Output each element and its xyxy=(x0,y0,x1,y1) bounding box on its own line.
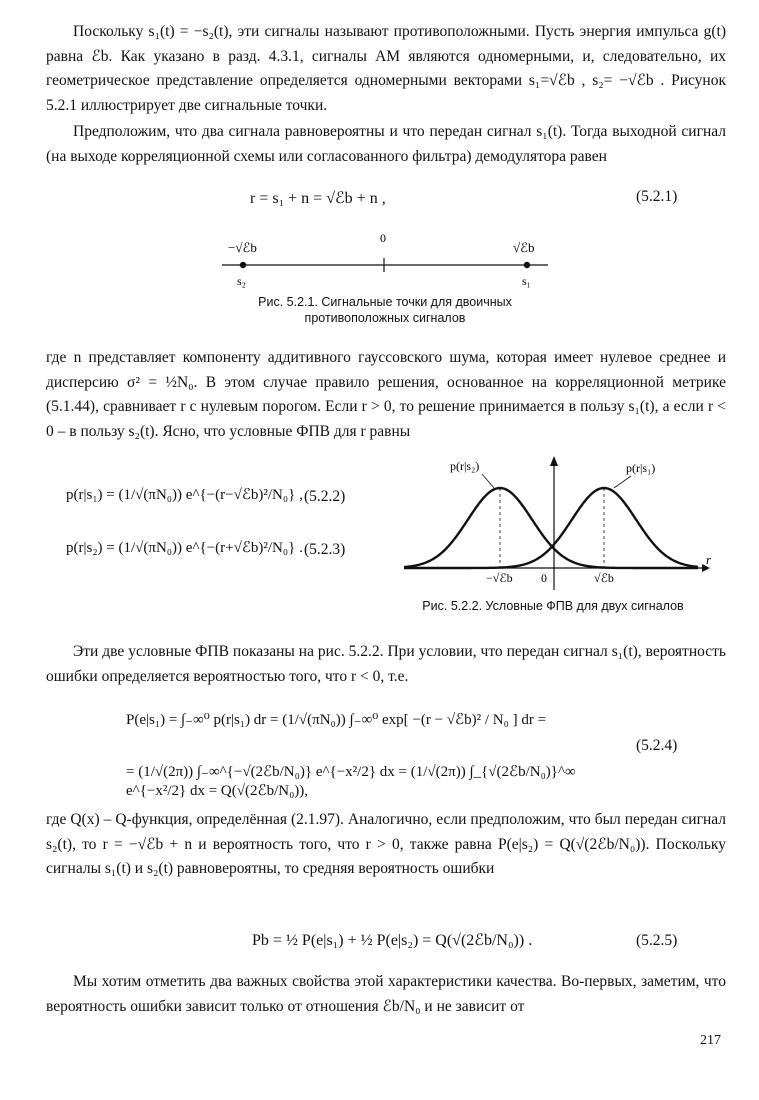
label-p-r-s2: p(r|s₂) xyxy=(450,459,480,473)
leader-s2 xyxy=(482,474,494,488)
paragraph-1: Поскольку s₁(t) = −s₂(t), эти сигналы называют противоположными. Пусть энергия импульса g(t) равна ℰb. Как указано в разд. 4.3.1, сигналы АМ являются одномерными, и, следовательно, их геометрическое представление определяется одномерными векторами s₁=√ℰb , s₂= −√ℰb . Рисунок 5.2.1 иллюстрирует две сигнальные точки. xyxy=(46,23,726,114)
label-minus-sqrt-eb: −√ℰb xyxy=(228,240,257,255)
signal-point-s2 xyxy=(240,262,246,268)
pdf-axis-arrow xyxy=(550,456,558,466)
equation-5-2-4-line-2: = (1/√(2π)) ∫₋∞^{−√(2ℰb/N₀)} e^{−x²/2} dx = (1/√(2π)) ∫_{√(2ℰb/N₀)}^∞ e^{−x²/2} dx = Q(√(2ℰb/N₀)), xyxy=(126,764,576,799)
equation-number-5-2-2: (5.2.2) xyxy=(304,488,346,505)
page-number: 217 xyxy=(700,1033,721,1048)
leader-s1 xyxy=(614,476,631,488)
figure-conditional-pdfs xyxy=(398,450,728,595)
equation-5-2-2: p(r|s₁) = (1/√(πN₀)) e^{−(r−√ℰb)²/N₀} , xyxy=(66,487,303,503)
figure-signal-points xyxy=(210,228,560,296)
equation-number-5-2-5: (5.2.5) xyxy=(636,932,678,949)
equation-5-2-1: r = s₁ + n = √ℰb + n , xyxy=(250,190,386,207)
paragraph-6: Мы хотим отметить два важных свойства этой характеристики качества. Во-первых, заметим, что вероятность ошибки зависит только от отношения ℰb/N₀ и не зависит от xyxy=(46,973,726,1015)
equation-number-5-2-1: (5.2.1) xyxy=(636,188,678,205)
figure-1-caption: Рис. 5.2.1. Сигнальные точки для двоичных противоположных сигналов xyxy=(258,295,512,325)
tick-minus-sqrt-eb: −√ℰb xyxy=(486,571,513,585)
label-r-axis: r xyxy=(706,552,712,567)
equation-number-5-2-3: (5.2.3) xyxy=(304,541,346,558)
equation-number-5-2-4: (5.2.4) xyxy=(636,737,678,754)
tick-sqrt-eb: √ℰb xyxy=(594,571,614,585)
signal-point-s1 xyxy=(524,262,530,268)
equation-5-2-4-line-1: P(e|s₁) = ∫₋∞⁰ p(r|s₁) dr = (1/√(πN₀)) ∫₋∞⁰ exp[ −(r − √ℰb)² / N₀ ] dr = xyxy=(126,712,547,728)
paragraph-3: где n представляет компоненту аддитивного гауссовского шума, которая имеет нулевое среднее и дисперсию σ² = ½N₀. В этом случае правило решения, основанное на корреляционной метрике (5.1.44), сравнивает r с нулевым порогом. Если r > 0, то решение принимается в пользу s₁(t), а если r < 0 – в пользу s₂(t). Ясно, что условные ФПВ для r равны xyxy=(46,349,726,440)
paragraph-4: Эти две условные ФПВ показаны на рис. 5.2.2. При условии, что передан сигнал s₁(t), вероятность ошибки определяется вероятностью того, что r < 0, т.е. xyxy=(46,643,726,685)
label-s2: s₂ xyxy=(237,274,246,288)
equation-5-2-5: Pb = ½ P(e|s₁) + ½ P(e|s₂) = Q(√(2ℰb/N₀)) . xyxy=(252,932,533,949)
equation-5-2-3: p(r|s₂) = (1/√(πN₀)) e^{−(r+√ℰb)²/N₀} . xyxy=(66,540,303,556)
label-s1: s₁ xyxy=(522,274,531,288)
pdf-curve-s1 xyxy=(404,488,698,568)
label-p-r-s1: p(r|s₁) xyxy=(626,461,656,475)
label-sqrt-eb: √ℰb xyxy=(513,240,535,255)
pdf-curve-s2 xyxy=(404,488,698,568)
tick-zero: 0 xyxy=(541,571,547,585)
paragraph-5: где Q(x) – Q-функция, определённая (2.1.97). Аналогично, если предположим, что был передан сигнал s₂(t), то r = −√ℰb + n и вероятность того, что r > 0, также равна P(e|s₂) = Q(√(2ℰb/N₀)). Поскольку сигналы s₁(t) и s₂(t) равновероятны, то средняя вероятность ошибки xyxy=(46,811,726,877)
label-zero: 0 xyxy=(380,231,386,245)
paragraph-2: Предположим, что два сигнала равновероятны и что передан сигнал s₁(t). Тогда выходной сигнал (на выходе корреляционной схемы или согласованного фильтра) демодулятора равен xyxy=(46,123,726,165)
figure-2-caption: Рис. 5.2.2. Условные ФПВ для двух сигналов xyxy=(422,599,684,613)
